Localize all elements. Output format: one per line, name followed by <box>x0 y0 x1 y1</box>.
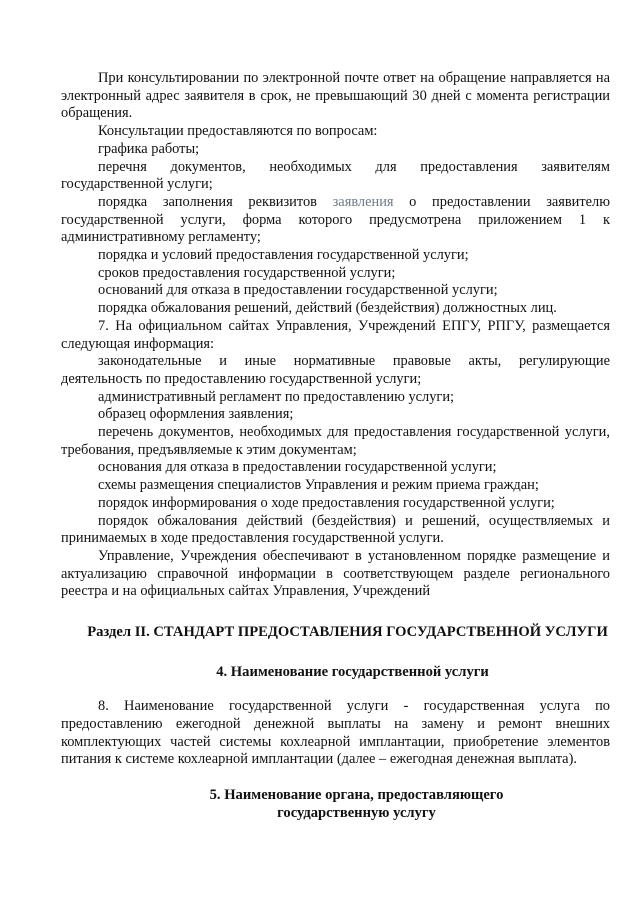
list-item-procedure-conditions: порядка и условий предоставления государственной услуги; <box>98 247 469 264</box>
paragraph-consulting-topics: Консультации предоставляются по вопросам: <box>98 123 378 140</box>
document-page <box>61 70 610 822</box>
list-item-documents-list: перечня документов, необходимых для предоставления заявителям государственной услуги; <box>61 158 610 193</box>
paragraph-7-official-sites: 7. На официальном сайтах Управления, Учреждений ЕПГУ, РПГУ, размещается следующая информация: <box>61 317 610 352</box>
form-filling-text-after: о предоставлении заявителю государственной услуги, форма которого предусмотрена приложением 1 к административному регламенту; <box>61 193 610 246</box>
list-item-application-sample: образец оформления заявления; <box>98 406 294 423</box>
list-item-staff-schemes: схемы размещения специалистов Управления и режим приема граждан; <box>98 477 539 494</box>
list-item-refusal-grounds-2: основания для отказа в предоставлении государственной услуги; <box>98 459 497 476</box>
list-item-document-requirements: перечень документов, необходимых для предоставления государственной услуги, требования, предъявляемые к этим документам; <box>61 424 610 458</box>
list-item-informing-procedure: порядок информирования о ходе предоставления государственной услуги; <box>98 494 555 511</box>
list-item-appeal-actions: порядок обжалования действий (бездействия) и решений, осуществляемых и принимаемых в ходе предоставления государственной услуги. <box>61 512 610 547</box>
form-filling-text-before: порядка заполнения реквизитов <box>98 193 333 210</box>
list-item-legislation: законодательные и иные нормативные правовые акты, регулирующие деятельность по предоставлению государственной услуги; <box>61 353 610 387</box>
list-item-work-schedule: графика работы; <box>98 140 200 157</box>
section-2-title: Раздел II. СТАНДАРТ ПРЕДОСТАВЛЕНИЯ ГОСУДАРСТВЕННОЙ УСЛУГИ <box>87 624 608 641</box>
paragraph-8-service-name: 8. Наименование государственной услуги - государственная услуга по предоставлению ежегодной денежной выплаты на замену и ремонт внешних комплектующих частей системы кохлеарной имплантации, приобретение элементов питания к системе кохлеарной имплантации (далее – ежегодная денежная выплата). <box>61 698 610 768</box>
list-item-terms: сроков предоставления государственной услуги; <box>98 264 396 281</box>
list-item-admin-regulation: административный регламент по предоставлению услуги; <box>98 388 455 405</box>
list-item-form-filling <box>61 194 610 247</box>
list-item-refusal-grounds: оснований для отказа в предоставлении государственной услуги; <box>98 282 498 299</box>
paragraph-registry-info: Управление, Учреждения обеспечивают в установленном порядке размещение и актуализацию справочной информации в соответствующем разделе регионального реестра и на официальных сайтах Управления, Учреждений <box>61 547 610 600</box>
subsection-5-title-line1: 5. Наименование органа, предоставляющего <box>209 786 504 803</box>
list-item-appeal-procedure: порядка обжалования решений, действий (бездействия) должностных лиц. <box>98 300 557 317</box>
subsection-5-title-line2: государственную услугу <box>277 804 436 821</box>
form-filling-text-faded: заявления <box>332 193 394 210</box>
subsection-4-title: 4. Наименование государственной услуги <box>216 664 489 681</box>
paragraph-email-consulting: При консультировании по электронной почте ответ на обращение направляется на электронный адрес заявителя в срок, не превышающий 30 дней с момента регистрации обращения. <box>61 70 610 122</box>
